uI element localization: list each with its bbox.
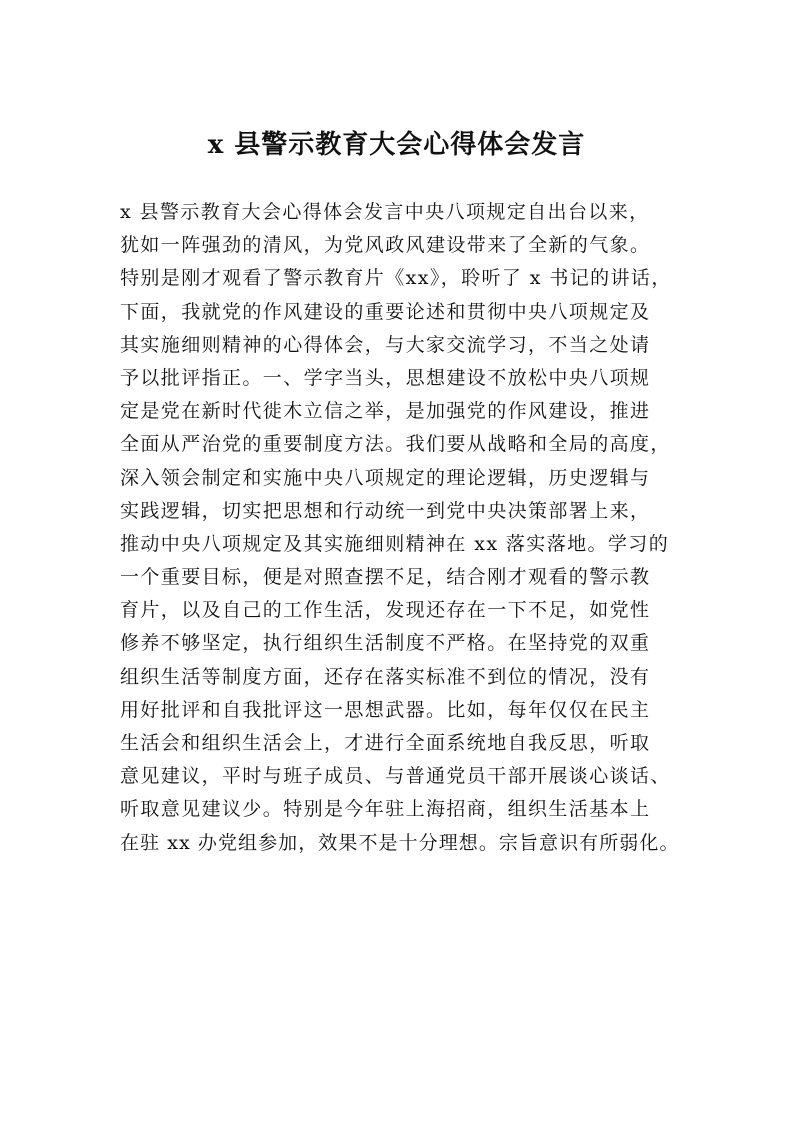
body-line: 予以批评指正。一、学字当头，思想建设不放松中央八项规 (120, 366, 651, 389)
body-line: 用好批评和自我批评这一思想武器。比如，每年仅仅在民主 (120, 698, 651, 721)
body-line: 一个重要目标，便是对照查摆不足，结合刚才观看的警示教 (120, 566, 651, 589)
body-line: 生活会和组织生活会上，才进行全面系统地自我反思，听取 (120, 732, 651, 754)
body-line: 全面从严治党的重要制度方法。我们要从战略和全局的高度， (120, 433, 671, 456)
body-line: 育片，以及自己的工作生活，发现还存在一下不足，如党性 (120, 599, 651, 622)
body-line: 实践逻辑，切实把思想和行动统一到党中央决策部署上来， (120, 499, 651, 522)
body-line: 意见建议，平时与班子成员、与普通党员干部开展谈心谈话、 (120, 765, 671, 788)
body-line: 定是党在新时代徙木立信之举，是加强党的作风建设，推进 (120, 400, 651, 423)
document-body (120, 196, 680, 860)
body-line: 推动中央八项规定及其实施细则精神在 xx 落实落地。学习的 (120, 532, 670, 555)
body-line: 犹如一阵强劲的清风，为党风政风建设带来了全新的气象。 (120, 234, 651, 257)
document-title: x 县警示教育大会心得体会发言 (207, 130, 586, 160)
body-line: 在驻 xx 办党组参加，效果不是十分理想。宗旨意识有所弱化。 (120, 831, 680, 854)
body-line: 特别是刚才观看了警示教育片《xx》，聆听了 x 书记的讲话， (120, 267, 672, 290)
body-line: x 县警示教育大会心得体会发言中央八项规定自出台以来， (120, 201, 650, 223)
body-line: 修养不够坚定，执行组织生活制度不严格。在坚持党的双重 (120, 632, 651, 655)
body-line: 组织生活等制度方面，还存在落实标准不到位的情况，没有 (120, 665, 651, 688)
body-line: 下面，我就党的作风建设的重要论述和贯彻中央八项规定及 (120, 300, 651, 323)
body-line: 深入领会制定和实施中央八项规定的理论逻辑，历史逻辑与 (120, 466, 651, 489)
body-line: 其实施细则精神的心得体会，与大家交流学习，不当之处请 (120, 333, 651, 356)
body-line: 听取意见建议少。特别是今年驻上海招商，组织生活基本上 (120, 798, 651, 821)
